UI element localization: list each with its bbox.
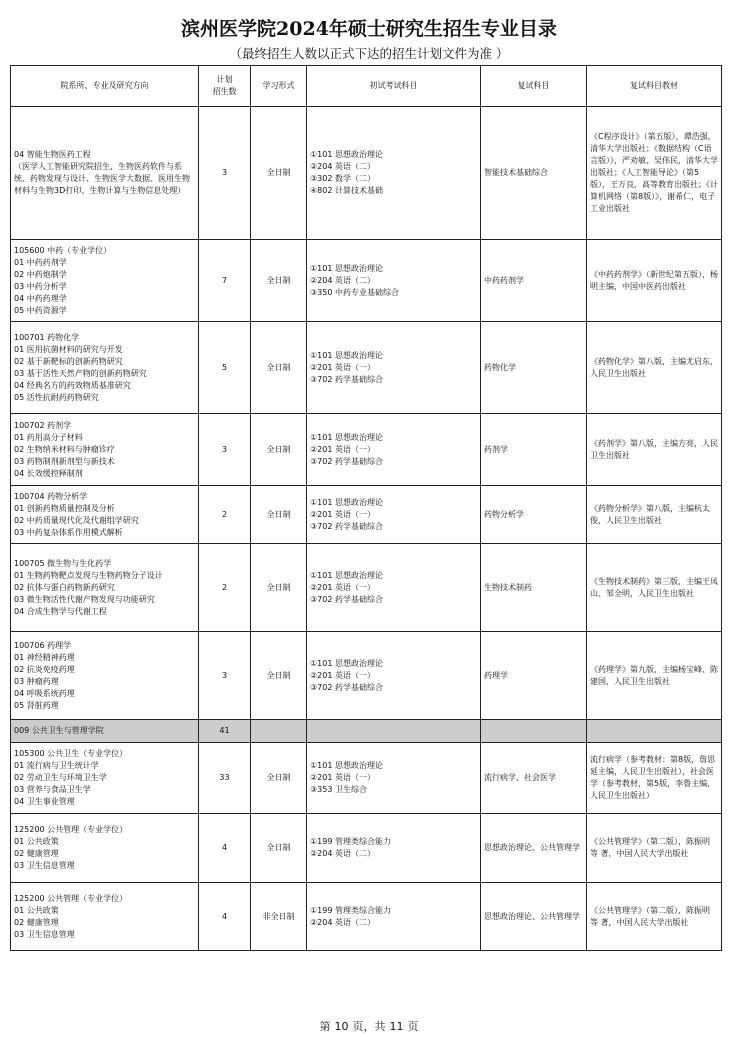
- program-line: 01 流行病与卫生统计学: [14, 761, 99, 770]
- table-body-2: [11, 743, 722, 951]
- program-line: 04 卫生事业管理: [14, 797, 75, 806]
- table-row: [11, 743, 722, 814]
- exam-line: ①101 思想政治理论: [310, 570, 383, 580]
- exam-cell: [307, 240, 481, 322]
- program-line: 04 合成生物学与代谢工程: [14, 606, 107, 616]
- header-program: 院系所、专业及研究方向: [11, 66, 199, 107]
- program-line: 02 劳动卫生与环境卫生学: [14, 773, 107, 782]
- retest-cell: 药理学: [481, 632, 587, 720]
- program-line: 01 公共政策: [14, 905, 59, 915]
- exam-cell: [307, 486, 481, 544]
- exam-cell: [307, 814, 481, 883]
- exam-line: ③702 药学基础综合: [310, 374, 383, 384]
- program-cell: [11, 632, 199, 720]
- program-line: 01 药用高分子材料: [14, 432, 83, 442]
- program-line: 01 公共政策: [14, 837, 59, 846]
- program-line: 03 微生物活性代谢产物发现与功能研究: [14, 594, 155, 604]
- table-row: [11, 240, 722, 322]
- retest-cell: 药物分析学: [481, 486, 587, 544]
- program-line: 03 卫生信息管理: [14, 929, 75, 939]
- exam-line: ②204 英语（二）: [310, 275, 375, 285]
- program-line: 04 呼吸系统药理: [14, 688, 75, 698]
- program-line: 03 中药复杂体系作用模式解析: [14, 527, 123, 537]
- program-line: （医学人工智能研究院招生，生物医药软件与系统、药物发现与设计、生物医学大数据、医用生物材料与生物3D打印、生物计算与生物信息处理）: [14, 162, 190, 195]
- exam-line: ③702 药学基础综合: [310, 682, 383, 692]
- program-line: 02 抗炎免疫药理: [14, 664, 75, 674]
- retest-cell: 药物化学: [481, 322, 587, 414]
- exam-line: ①199 管理类综合能力: [310, 837, 391, 846]
- program-line: 03 营养与食品卫生学: [14, 785, 91, 794]
- header-exam: 初试考试科目: [307, 66, 481, 107]
- exam-line: ③702 药学基础综合: [310, 456, 383, 466]
- program-cell: [11, 743, 199, 814]
- books-cell: 《药物化学》第八版，主编尤启东，人民卫生出版社: [587, 322, 722, 414]
- program-line: 04 中药药理学: [14, 293, 67, 303]
- program-line: 03 中药分析学: [14, 281, 67, 291]
- program-line: 02 中药质量现代化及代谢组学研究: [14, 515, 139, 525]
- exam-line: ②201 英语（一）: [310, 670, 375, 680]
- page-total: 11: [389, 1020, 404, 1033]
- count-cell: 4: [199, 814, 251, 883]
- count-cell: 33: [199, 743, 251, 814]
- count-cell: 2: [199, 486, 251, 544]
- form-cell: 全日制: [251, 322, 307, 414]
- program-cell: [11, 107, 199, 240]
- table-body: [11, 107, 722, 720]
- form-cell: 全日制: [251, 240, 307, 322]
- program-line: 02 抗体与蛋白药物新药研究: [14, 582, 115, 592]
- page-title: 滨州医学院2024年硕士研究生招生专业目录: [181, 18, 557, 40]
- program-line: 02 生物纳米材料与肿瘤诊疗: [14, 444, 115, 454]
- program-line: 03 药物制剂新剂型与新技术: [14, 456, 115, 466]
- exam-line: ②204 英语（二）: [310, 162, 375, 171]
- program-line: 05 活性抗耐药药物研究: [14, 392, 99, 402]
- program-cell: [11, 414, 199, 486]
- retest-cell: 生物技术制药: [481, 544, 587, 632]
- program-cell: [11, 240, 199, 322]
- count-cell: 4: [199, 883, 251, 951]
- program-line: 03 卫生信息管理: [14, 861, 75, 870]
- exam-cell: [307, 632, 481, 720]
- form-cell: 全日制: [251, 743, 307, 814]
- program-cell: [11, 322, 199, 414]
- program-line: 04 长效缓控释制剂: [14, 468, 83, 478]
- program-line: 125200 公共管理（专业学位）: [14, 825, 128, 834]
- group-count: 41: [199, 720, 251, 743]
- books-cell: 《生物技术制药》第三版，主编王凤山、邹全明，人民卫生出版社: [587, 544, 722, 632]
- exam-line: ①199 管理类综合能力: [310, 905, 391, 915]
- program-line: 100701 药物化学: [14, 332, 80, 342]
- exam-line: ②201 英语（一）: [310, 509, 375, 519]
- form-cell: 全日制: [251, 414, 307, 486]
- program-line: 105300 公共卫生（专业学位）: [14, 749, 128, 758]
- program-line: 05 肾脏药理: [14, 700, 59, 710]
- program-line: 01 医用抗菌材料的研究与开发: [14, 344, 123, 354]
- header-form: 学习形式: [251, 66, 307, 107]
- page-subtitle: （最终招生人数以正式下达的招生计划文件为准 ）: [229, 46, 509, 61]
- exam-line: ①101 思想政治理论: [310, 497, 383, 507]
- count-cell: 7: [199, 240, 251, 322]
- program-line: 05 中药资源学: [14, 305, 67, 315]
- exam-line: ③302 数学（二）: [310, 174, 375, 183]
- exam-line: ②201 英语（一）: [310, 444, 375, 454]
- count-cell: 3: [199, 632, 251, 720]
- program-line: 100705 微生物与生化药学: [14, 558, 112, 568]
- program-line: 02 基于新靶标的创新药物研究: [14, 356, 123, 366]
- exam-line: ③350 中药专业基础综合: [310, 287, 399, 297]
- program-line: 01 神经精神药理: [14, 652, 75, 662]
- program-line: 100706 药理学: [14, 640, 72, 650]
- books-cell: 《药理学》第九版，主编杨宝峰、陈建国，人民卫生出版社: [587, 632, 722, 720]
- exam-cell: [307, 322, 481, 414]
- exam-cell: [307, 107, 481, 240]
- program-line: 01 中药药剂学: [14, 257, 67, 267]
- table-row: [11, 107, 722, 240]
- program-line: 01 生物药物靶点发现与生物药物分子设计: [14, 570, 163, 580]
- exam-line: ①101 思想政治理论: [310, 350, 383, 360]
- program-cell: [11, 814, 199, 883]
- count-cell: 5: [199, 322, 251, 414]
- table-row: [11, 632, 722, 720]
- table-row: [11, 814, 722, 883]
- exam-line: ①101 思想政治理论: [310, 432, 383, 442]
- form-cell: 全日制: [251, 544, 307, 632]
- exam-cell: [307, 743, 481, 814]
- program-cell: [11, 883, 199, 951]
- books-cell: 《药物分析学》第八版，主编杭太俊，人民卫生出版社: [587, 486, 722, 544]
- program-line: 125200 公共管理（专业学位）: [14, 893, 128, 903]
- books-cell: 《中药药剂学》（新世纪第五版），杨明主编，中国中医药出版社: [587, 240, 722, 322]
- books-cell: 《药剂学》第八版，主编方亮，人民卫生出版社: [587, 414, 722, 486]
- header-books: 复试科目教材: [587, 66, 722, 107]
- exam-line: ②201 英语（一）: [310, 773, 375, 782]
- exam-line: ③702 药学基础综合: [310, 521, 383, 531]
- program-line: 04 智能生物医药工程: [14, 150, 91, 159]
- count-cell: 2: [199, 544, 251, 632]
- program-line: 01 创新药物质量控制及分析: [14, 503, 115, 513]
- retest-cell: 思想政治理论、公共管理学: [481, 814, 587, 883]
- program-line: 100704 药物分析学: [14, 491, 88, 501]
- exam-line: ③702 药学基础综合: [310, 594, 383, 604]
- table-row: [11, 322, 722, 414]
- count-cell: 3: [199, 414, 251, 486]
- table-row: [11, 486, 722, 544]
- form-cell: 全日制: [251, 107, 307, 240]
- exam-line: ③353 卫生综合: [310, 785, 367, 794]
- form-cell: 全日制: [251, 486, 307, 544]
- form-cell: 全日制: [251, 814, 307, 883]
- program-line: 04 经典名方的药效物质基准研究: [14, 380, 131, 390]
- program-line: 02 健康管理: [14, 917, 59, 927]
- table-row: [11, 414, 722, 486]
- table-row: [11, 883, 722, 951]
- page-footer: 第 10 页，共 11 页: [319, 1020, 419, 1033]
- retest-cell: 思想政治理论、公共管理学: [481, 883, 587, 951]
- retest-cell: 流行病学、社会医学: [481, 743, 587, 814]
- exam-line: ①101 思想政治理论: [310, 761, 383, 770]
- program-line: 02 健康管理: [14, 849, 59, 858]
- exam-line: ①101 思想政治理论: [310, 658, 383, 668]
- count-cell: 3: [199, 107, 251, 240]
- program-line: 03 肿瘤药理: [14, 676, 59, 686]
- exam-line: ①101 思想政治理论: [310, 263, 383, 273]
- page-number: 10: [334, 1020, 349, 1033]
- exam-line: ②204 英语（二）: [310, 849, 375, 858]
- header-row: [11, 66, 722, 107]
- exam-cell: [307, 544, 481, 632]
- books-cell: 《公共管理学》（第二版），陈振明 等 著，中国人民大学出版社: [587, 883, 722, 951]
- books-cell: 《公共管理学》（第二版），陈振明 等 著，中国人民大学出版社: [587, 814, 722, 883]
- header-count: 计划 招生数: [199, 66, 251, 107]
- program-line: 03 基于活性天然产物的创新药物研究: [14, 368, 147, 378]
- program-line: 105600 中药（专业学位）: [14, 245, 112, 255]
- program-cell: [11, 486, 199, 544]
- form-cell: 全日制: [251, 632, 307, 720]
- retest-cell: 中药药剂学: [481, 240, 587, 322]
- exam-line: ②204 英语（二）: [310, 917, 375, 927]
- program-line: 02 中药炮制学: [14, 269, 67, 279]
- exam-cell: [307, 883, 481, 951]
- books-cell: 《C程序设计》（第五版），谭浩强，清华大学出版社；《数据结构（C语言版）》，严劝敏、吴伟民，清华大学出版社；《人工智能导论》（第5版），王万良，高等教育出版社；《计算机网络（第8版）》，谢希仁，电子工业出版社: [587, 107, 722, 240]
- exam-line: ②201 英语（一）: [310, 362, 375, 372]
- group-row: [11, 720, 722, 743]
- retest-cell: 智能技术基础综合: [481, 107, 587, 240]
- exam-line: ④802 计算技术基础: [310, 186, 383, 195]
- retest-cell: 药剂学: [481, 414, 587, 486]
- books-cell: 流行病学（参考教材：第8版，詹思延主编，人民卫生出版社），社会医学（参考教材，第5版，李鲁主编，人民卫生出版社）: [587, 743, 722, 814]
- exam-line: ①101 思想政治理论: [310, 150, 383, 159]
- header-retest: 复试科目: [481, 66, 587, 107]
- exam-cell: [307, 414, 481, 486]
- exam-line: ②201 英语（一）: [310, 582, 375, 592]
- group-name: 009 公共卫生与管理学院: [11, 720, 199, 743]
- program-line: 100702 药剂学: [14, 420, 72, 430]
- table-row: [11, 544, 722, 632]
- form-cell: 非全日制: [251, 883, 307, 951]
- program-cell: [11, 544, 199, 632]
- catalog-table: [10, 65, 722, 951]
